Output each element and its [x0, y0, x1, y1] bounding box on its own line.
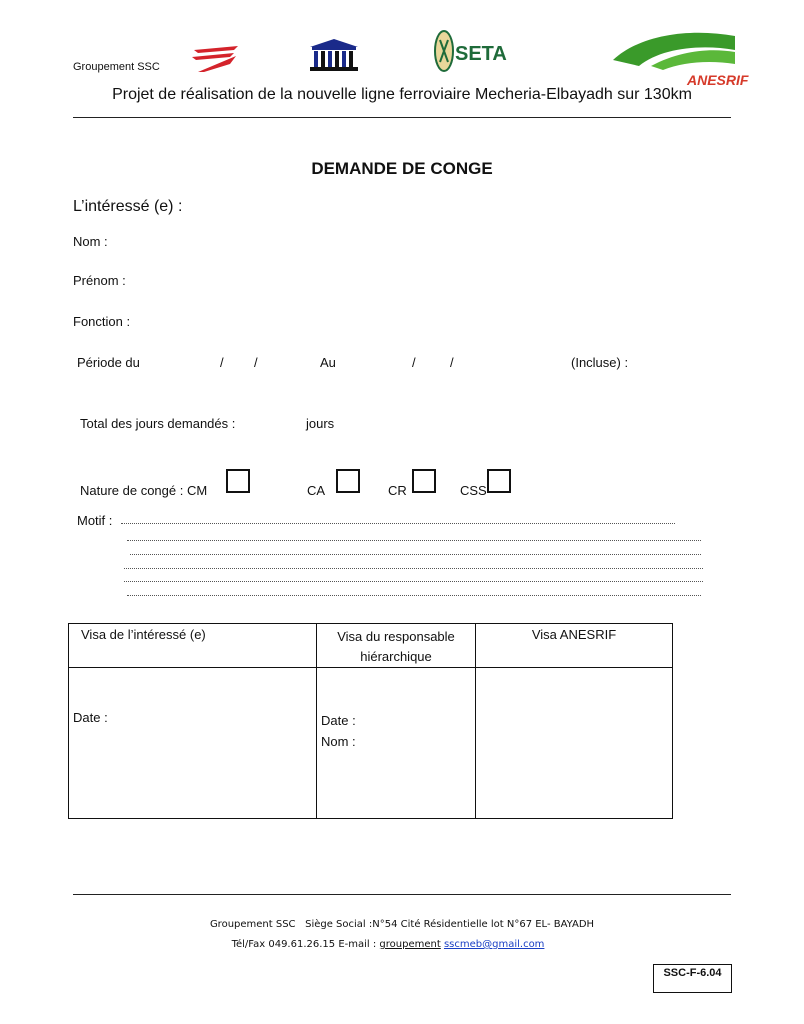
project-title: Projet de réalisation de la nouvelle ligne ferroviaire Mecheria-Elbayadh sur 130km: [112, 86, 692, 103]
cr-label: CR: [388, 483, 407, 498]
motif-line-6[interactable]: [127, 595, 701, 596]
company-name: Groupement SSC: [73, 61, 160, 73]
css-checkbox[interactable]: [487, 469, 511, 493]
cm-checkbox[interactable]: [226, 469, 250, 493]
total-jours-label: Total des jours demandés :: [80, 416, 236, 431]
visa-interesse-header: Visa de l’intéressé (e): [81, 627, 206, 642]
header-divider: [73, 117, 731, 118]
prenom-label: Prénom :: [73, 273, 126, 288]
visa-anesrif-cell[interactable]: [476, 668, 673, 819]
visa-responsable-header-line2: hiérarchique: [360, 649, 432, 664]
footer-line-2: [0, 939, 776, 950]
visa-anesrif-header-cell: [476, 624, 673, 668]
ca-label: CA: [307, 483, 326, 498]
interesse-label: L’intéressé (e) :: [73, 198, 183, 215]
motif-line-5[interactable]: [124, 581, 703, 582]
anesrif-logo-text: ANESRIF: [687, 72, 749, 88]
visa-responsable-date-label: Date :: [321, 713, 356, 728]
visa-interesse-cell[interactable]: [69, 668, 317, 819]
seta-logo: [434, 28, 507, 74]
footer-divider: [73, 894, 731, 895]
visa-interesse-date-label: Date :: [73, 710, 108, 725]
date-to-slash-2: /: [450, 355, 454, 370]
motif-line-1[interactable]: [121, 523, 675, 524]
visa-table: [68, 623, 673, 819]
css-label: CSS: [460, 483, 487, 498]
visa-responsable-nom-label: Nom :: [321, 734, 356, 749]
footer-email-link[interactable]: sscmeb@gmail.com: [443, 939, 545, 950]
nom-label: Nom :: [73, 234, 108, 249]
ssc-logo: [190, 44, 242, 74]
visa-responsable-header-line1: Visa du responsable: [337, 629, 455, 644]
date-to-slash-1: /: [412, 355, 416, 370]
periode-du-label: Période du: [77, 355, 140, 370]
motif-line-4[interactable]: [124, 568, 703, 569]
au-label: Au: [320, 355, 336, 370]
visa-responsable-header-cell: [317, 624, 476, 668]
motif-line-2[interactable]: [127, 540, 701, 541]
footer-company: Groupement SSC: [209, 919, 296, 930]
incluse-label: (Incluse) :: [571, 355, 629, 370]
footer-phone-label: Tél/Fax 049.61.26.15 E-mail :: [231, 939, 380, 950]
footer-email-part1[interactable]: groupement: [379, 939, 441, 950]
form-title: DEMANDE DE CONGE: [311, 159, 493, 178]
date-from-slash-1: /: [220, 355, 224, 370]
footer-address: Siège Social :N°54 Cité Résidentielle lot N°67 EL- BAYADH: [305, 919, 595, 930]
motif-label: Motif :: [77, 513, 113, 528]
anesrif-logo: [611, 30, 749, 88]
ca-checkbox[interactable]: [336, 469, 360, 493]
visa-responsable-cell[interactable]: [317, 668, 476, 819]
visa-anesrif-header: Visa ANESRIF: [531, 627, 617, 642]
nature-conge-label: Nature de congé : CM: [80, 483, 208, 498]
visa-interesse-header-cell: [69, 624, 317, 668]
date-from-slash-2: /: [254, 355, 258, 370]
document-code: SSC-F-6.04: [653, 964, 732, 993]
jours-label: jours: [306, 416, 335, 431]
cr-checkbox[interactable]: [412, 469, 436, 493]
footer-line-1: [0, 919, 804, 930]
motif-line-3[interactable]: [130, 554, 701, 555]
seta-logo-text: SETA: [455, 43, 507, 65]
building-logo: [306, 37, 362, 73]
fonction-label: Fonction :: [73, 314, 131, 329]
